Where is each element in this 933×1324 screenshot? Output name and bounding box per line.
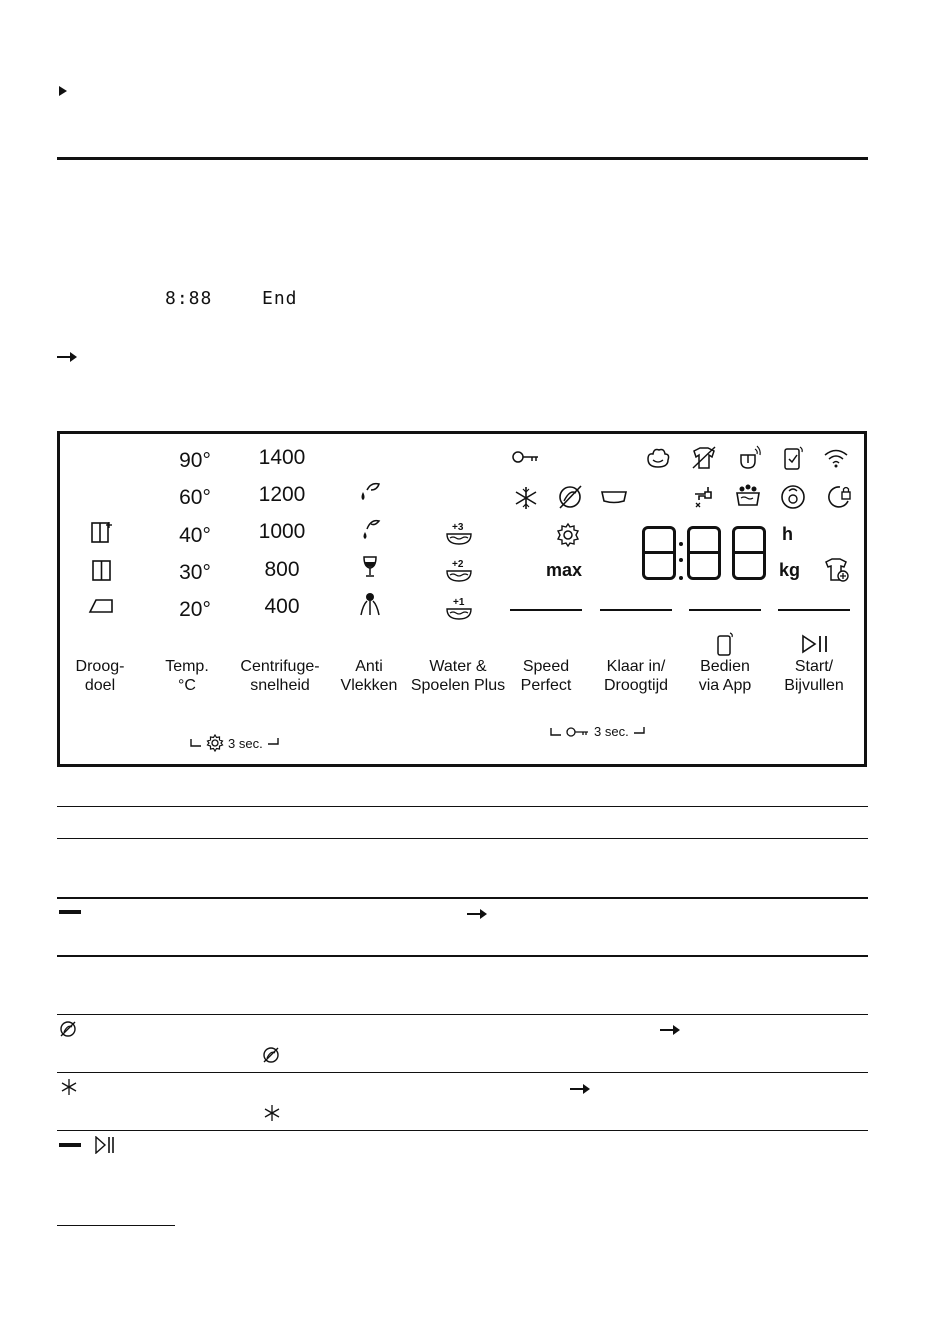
unit-kg: kg xyxy=(779,560,801,580)
smartphone-remote-icon xyxy=(782,445,806,471)
speed-perfect-indicator xyxy=(510,609,582,611)
temp-40: 40° xyxy=(179,524,211,547)
anti-stains-button[interactable]: Anti Vlekken xyxy=(340,658,398,694)
drum-care-icon xyxy=(779,483,807,511)
indicator-bar-icon xyxy=(59,910,81,914)
water-rinse-plus-button[interactable]: Water & Spoelen Plus xyxy=(410,658,506,694)
spin-800: 800 xyxy=(264,558,300,581)
remote-start-icon xyxy=(738,445,762,471)
play-pause-icon xyxy=(801,634,829,654)
speed-perfect-button[interactable]: Speed Perfect xyxy=(520,658,572,694)
display-sample-time: 8:88 xyxy=(165,288,213,309)
lock-hold-hint xyxy=(550,724,645,739)
unit-hours: h xyxy=(782,524,793,544)
display-dot xyxy=(679,576,683,580)
table-rule xyxy=(57,1014,868,1015)
rinse-plus-3-icon[interactable] xyxy=(444,520,474,546)
child-lock-key-icon xyxy=(512,450,540,464)
play-pause-icon xyxy=(95,1136,115,1159)
settings-hold-time: 3 sec. xyxy=(228,735,263,751)
svg-text:+1: +1 xyxy=(453,597,465,608)
drum-clean-icon xyxy=(600,489,628,505)
settings-hold-hint xyxy=(190,734,279,752)
settings-gear-icon[interactable] xyxy=(555,522,581,548)
spin-400: 400 xyxy=(264,595,300,618)
display-digit-3 xyxy=(732,526,766,580)
snowflake-icon xyxy=(513,485,539,511)
smartphone-icon xyxy=(715,631,735,657)
spin-speed-button[interactable]: Centrifuge- snelheid xyxy=(240,658,320,694)
display-sample-end: End xyxy=(262,288,298,309)
bedien-app-indicator xyxy=(689,609,761,611)
stain-drop-icon[interactable] xyxy=(357,478,381,504)
display-colon xyxy=(679,542,683,546)
section-rule xyxy=(57,157,868,160)
detergent-tray-icon xyxy=(734,483,762,509)
spin-1400: 1400 xyxy=(258,446,306,469)
temp-30: 30° xyxy=(179,561,211,584)
control-panel xyxy=(57,431,867,767)
rinse-plus-2-icon[interactable] xyxy=(444,557,474,583)
footnote-rule xyxy=(57,1225,175,1226)
bracket-right-icon xyxy=(267,738,279,748)
spin-1200: 1200 xyxy=(258,483,306,506)
snowflake-icon xyxy=(60,1078,78,1101)
svg-text:+2: +2 xyxy=(452,559,464,570)
display-digit-2 xyxy=(687,526,721,580)
arrow-right-icon xyxy=(467,907,487,925)
table-rule xyxy=(57,806,868,807)
snowflake-icon xyxy=(263,1104,281,1127)
lock-hold-time: 3 sec. xyxy=(594,724,629,739)
flower-stain-icon[interactable] xyxy=(357,591,383,617)
table-rule xyxy=(57,1130,868,1131)
spin-1000: 1000 xyxy=(258,520,306,543)
table-rule xyxy=(57,897,868,899)
arrow-right-icon xyxy=(570,1082,590,1100)
bracket-right-icon xyxy=(633,727,645,737)
table-rule xyxy=(57,1072,868,1073)
arrow-right-icon xyxy=(57,350,77,368)
cupboard-plus-icon[interactable] xyxy=(90,520,114,544)
no-spin-icon xyxy=(262,1046,280,1069)
wine-glass-icon[interactable] xyxy=(362,555,378,579)
iron-icon[interactable] xyxy=(88,596,116,616)
water-tap-icon xyxy=(691,484,717,510)
start-indicator xyxy=(778,609,850,611)
indicator-bar-icon xyxy=(59,1143,81,1147)
finish-in-button[interactable]: Klaar in/ Droogtijd xyxy=(603,658,669,694)
max-label: max xyxy=(546,560,583,580)
temp-20: 20° xyxy=(179,598,211,621)
grass-stain-icon[interactable] xyxy=(359,516,381,542)
temperature-button[interactable]: Temp. °C xyxy=(165,658,209,694)
temp-60: 60° xyxy=(179,486,211,509)
remote-app-button[interactable]: Bedien via App xyxy=(698,658,752,694)
arrow-right-icon xyxy=(660,1023,680,1041)
bullet-icon xyxy=(59,83,67,101)
door-lock-icon xyxy=(824,483,852,511)
settings-gear-icon xyxy=(206,734,224,752)
temp-90: 90° xyxy=(179,449,211,472)
cupboard-icon[interactable] xyxy=(90,558,114,582)
table-rule xyxy=(57,955,868,957)
no-ironing-shirt-icon xyxy=(690,445,718,471)
no-spin-icon xyxy=(556,483,584,511)
foam-detection-icon xyxy=(645,445,671,471)
bracket-left-icon xyxy=(190,738,202,748)
display-colon xyxy=(679,558,683,562)
droogdoel-button[interactable]: Droog- doel xyxy=(75,658,125,694)
child-lock-key-icon xyxy=(566,726,590,738)
display-digit-1 xyxy=(642,526,676,580)
wifi-icon xyxy=(823,447,849,469)
shirt-plus-icon xyxy=(823,556,851,584)
no-spin-icon xyxy=(59,1020,77,1043)
rinse-plus-1-icon[interactable] xyxy=(444,595,474,621)
svg-text:+3: +3 xyxy=(452,522,464,533)
table-rule xyxy=(57,838,868,839)
start-reload-button[interactable]: Start/ Bijvullen xyxy=(784,658,844,694)
klaar-in-indicator xyxy=(600,609,672,611)
bracket-left-icon xyxy=(550,727,562,737)
